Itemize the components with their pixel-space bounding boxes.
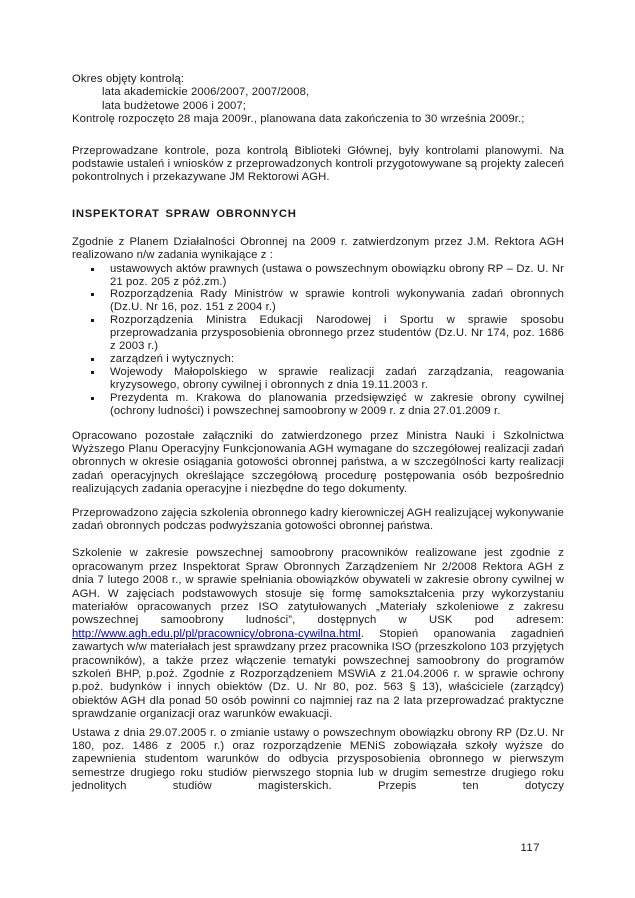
audit-period-budget-years: lata budżetowe 2006 i 2007; xyxy=(102,99,247,112)
audit-period-block xyxy=(72,73,564,127)
list-item: zarządzeń i wytycznych: xyxy=(72,353,564,366)
paragraph-opracowano: Opracowano pozostałe załączniki do zatwierdzonego przez Ministra Nauki i Szkolnictwa Wyższego Planu Operacyjny Funkcjonowania AGH wymagane do szczegółowej realizacji zadań obronnych w okresie osiągania gotowości obronnej państwa, a w szczególności karty realizacji zadań operacyjnych określające szczegółową procedurę postępowania osób bezpośrednio realizujących zadania operacyjne i niezbędne do tego dokumenty. xyxy=(72,429,564,496)
section-heading: INSPEKTORAT SPRAW OBRONNYCH xyxy=(72,207,297,220)
szkolenie-text-before-link: Szkolenie w zakresie powszechnej samoobrony pracowników realizowane jest zgodnie z opracowanym przez Inspektorat Spraw Obronnych Zarządzeniem Nr 2/2008 Rektora AGH z dnia 7 lutego 2008 r., w sprawie spełniania obowiązków obywateli w zakresie obrony cywilnej w AGH. W zajęciach podstawowych stosuje się formę samokształcenia przy wykorzystaniu materiałów opracowanych przez ISO zatytułowanych „Materiały szkoleniowe z zakresu powszechnej samoobrony ludności”, dostępnych w USK pod adresem: xyxy=(72,547,564,627)
paragraph-przeprowadzono: Przeprowadzono zajęcia szkolenia obronnego kadry kierowniczej AGH realizującej wykonywanie zadań obronnych podczas podwyższania gotowości obronnej państwa. xyxy=(72,506,564,532)
audit-period-title: Okres objęty kontrolą: xyxy=(72,73,185,85)
list-item: Wojewody Małopolskiego w sprawie realizacji zadań zarządzania, reagowania kryzysowego, obrony cywilnej i obronnych z dnia 19.11.2003 r. xyxy=(72,366,564,392)
list-item: Rozporządzenia Ministra Edukacji Narodowej i Sportu w sprawie sposobu przeprowadzania przysposobienia obronnego przez studentów (Dz.U. Nr 174, poz. 1686 z 2003 r.) xyxy=(72,314,564,353)
list-item: ustawowych aktów prawnych (ustawa o powszechnym obowiązku obrony RP – Dz. U. Nr 21 poz. 205 z póź.zm.) xyxy=(72,263,564,289)
paragraph-ustawa: Ustawa z dnia 29.07.2005 r. o zmianie ustawy o powszechnym obowiązku obrony RP (Dz.U. Nr 180, poz. 1486 z 2005 r.) oraz rozporządzenie MENiS zobowiązała szkoły wyższe do zapewnienia studentom warunków do odbycia przysposobienia obronnego w pierwszym semestrze drugiego roku studiów pierwszego stopnia lub w drugim semestrze drugiego roku jednolitych studiów magisterskich. Przepis ten dotyczy xyxy=(72,726,564,793)
obrona-cywilna-link[interactable]: http://www.agh.edu.pl/pl/pracownicy/obrona-cywilna.html xyxy=(72,627,361,640)
paragraph-lead: Zgodnie z Planem Działalności Obronnej na 2009 r. zatwierdzonym przez J.M. Rektora AGH realizowano n/w zadania wynikające z : xyxy=(72,235,564,262)
audit-dates-line: Kontrolę rozpoczęto 28 maja 2009r., planowana data zakończenia to 30 września 2009r.; xyxy=(72,113,525,126)
list-item: Rozporządzenia Rady Ministrów w sprawie kontroli wykonywania zadań obronnych (Dz.U. Nr 16, poz. 151 z 2004 r.) xyxy=(72,288,564,314)
paragraph-kontrole: Przeprowadzane kontrole, poza kontrolą Biblioteki Głównej, były kontrolami planowymi. Na podstawie ustaleń i wniosków z przeprowadzonych kontroli przygotowywane są projekty zaleceń pokontrolnych i przekazywane JM Rektorowi AGH. xyxy=(72,144,564,184)
szkolenie-text-after-link: . Stopień opanowania zagadnień zawartych w/w materiałach jest sprawdzany przez pracownika ISO (przeszkolono 103 przyjętych pracowników), a także przez włączenie tematyki powszechnej samoobrony do programów szkoleń BHP, p.poż. Zgodnie z Rozporządzeniem MSWiA z 21.04.2006 r. w sprawie ochrony p.poż. budynków i innych obiektów (Dz. U. Nr 80, poz. 563 § 13), właściciele (zarządcy) obiektów AGH dla ponad 50 osób powinni co najmniej raz na 2 lata przeprowadzać praktyczne sprawdzanie organizacji oraz warunków ewakuacji. xyxy=(72,627,564,721)
paragraph-szkolenie xyxy=(72,547,564,721)
legal-basis-list xyxy=(72,263,564,418)
list-item: Prezydenta m. Krakowa do planowania przedsięwzięć w zakresie obrony cywilnej (ochrony ludności) i powszechnej samoobrony w 2009 r. z dnia 27.01.2009 r. xyxy=(72,392,564,418)
audit-period-academic-years: lata akademickie 2006/2007, 2007/2008, xyxy=(102,86,310,99)
page-number: 117 xyxy=(520,842,540,854)
